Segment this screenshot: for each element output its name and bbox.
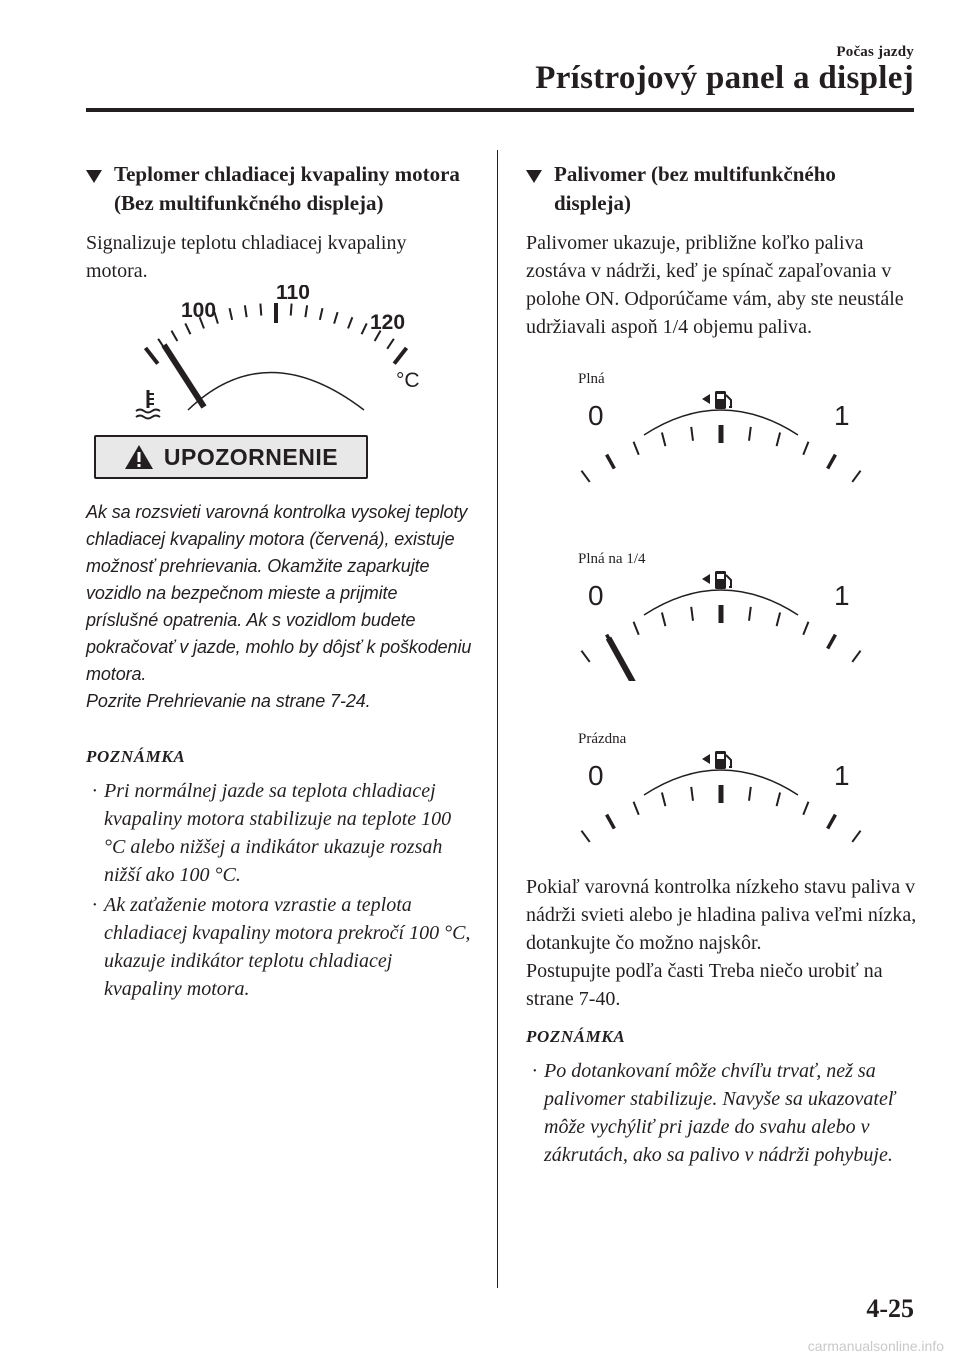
fuel-gauge-tick [749, 607, 751, 621]
section-marker-icon [86, 170, 102, 183]
note-heading-left: POZNÁMKA [86, 747, 186, 766]
watermark: carmanualsonline.info [807, 1338, 944, 1354]
fuel-gauge-tick [803, 442, 808, 455]
section-heading-fuel [526, 160, 918, 218]
fuel-gauge-label: Prázdna [578, 731, 627, 747]
section-heading-text: Palivomer (bez multifunkčného displeja) [554, 162, 836, 215]
temperature-gauge [86, 285, 472, 435]
fuel-gauge-tick [803, 802, 808, 815]
fuel-gauge-tick [828, 635, 836, 649]
fuel-gauge-label: Plná [578, 371, 605, 387]
fuel-gauge-tick [828, 815, 836, 829]
fuel-gauge-tick [852, 471, 860, 482]
note-item: · Pri normálnej jazde sa teplota chladiacej kvapaliny motora stabilizuje na teplote 100 °C alebo nižšej a indikátor ukazuje rozsah nižší ako 100 °C. [92, 780, 452, 886]
caution-body: Ak sa rozsvieti varovná kontrolka vysokej teploty chladiacej kvapaliny motora (červená), existuje možnosť prehrievania. Okamžite zaparkujte vozidlo na bezpečnom mieste a prijmite príslušné opatrenia. Ak s vozidlom budete pokračovať v jazde, mohlo by dôjsť k poškodeniu motora. [86, 502, 472, 684]
temperature-gauge-tick [362, 323, 367, 334]
fuel-gauge-tick [634, 442, 639, 455]
fuel-gauge-tick [749, 787, 751, 801]
fuel-gauge-tick [749, 427, 751, 441]
temperature-gauge-tick [260, 304, 261, 316]
temperature-gauge-tick [348, 317, 352, 328]
fuel-gauge-tick [634, 802, 639, 815]
header-subtitle: Počas jazdy [836, 44, 914, 60]
note-heading-right: POZNÁMKA [526, 1027, 626, 1046]
fuel-gauge-tick [691, 427, 693, 441]
fuel-max-label: 1 [834, 400, 850, 431]
fuel-gauge-tick [662, 793, 666, 807]
fuel-gauge-tick [607, 815, 615, 829]
fuel-gauge-tick [828, 455, 836, 469]
temp-label-110: 110 [276, 285, 310, 304]
fuel-gauge-tick [777, 613, 781, 627]
page-title: Prístrojový panel a displej [535, 60, 914, 96]
fuel-gauge-tick [607, 455, 615, 469]
temperature-gauge-tick [185, 323, 190, 334]
fuel-gauge-tick [581, 471, 589, 482]
fuel-pump-icon [702, 391, 731, 409]
temp-label-100: 100 [181, 299, 217, 322]
fuel-gauge-empty [576, 751, 866, 861]
fuel-gauge-full-block [576, 369, 918, 501]
fuel-max-label: 1 [834, 580, 850, 611]
fuel-gauge-quarter [576, 571, 866, 681]
temperature-gauge-tick [230, 308, 233, 320]
fuel-gauge-full [576, 391, 866, 501]
temperature-gauge-tick [320, 308, 323, 320]
note-list-right [526, 1057, 918, 1169]
temperature-gauge-tick [171, 331, 177, 341]
note-item: · Ak zaťaženie motora vzrastie a teplota chladiacej kvapaliny motora prekročí 100 °C, ukazuje indikátor teplotu chladiacej kvapaliny motora. [92, 894, 471, 1000]
section-heading-text: Teplomer chladiacej kvapaliny motora (Bez multifunkčného displeja) [114, 162, 460, 215]
fuel-gauge-tick [634, 622, 639, 635]
temperature-gauge-tick [305, 305, 307, 317]
fuel-gauge-tick [581, 831, 589, 842]
note-item-text: Ak zaťaženie motora vzrastie a teplota chladiacej kvapaliny motora prekročí 100 °C, ukazuje indikátor teplotu chladiacej kvapaliny motora. [104, 894, 471, 1000]
fuel-gauge-tick [777, 433, 781, 447]
right-column [526, 160, 918, 1171]
page-number: 4-25 [866, 1294, 914, 1323]
fuel-min-label: 0 [588, 400, 604, 431]
temperature-gauge-tick [245, 305, 247, 317]
note-list-left [86, 777, 472, 1003]
fuel-gauge-tick [777, 793, 781, 807]
fuel-gauge-quarter-block [576, 549, 918, 681]
fuel-gauge-tick [691, 787, 693, 801]
caution-reference: Pozrite Prehrievanie na strane 7-24. [86, 691, 371, 711]
coolant-temperature-icon [136, 390, 160, 419]
temperature-gauge-tick [145, 348, 157, 364]
header-rule [86, 108, 914, 112]
fuel-warning-body: Pokiaľ varovná kontrolka nízkeho stavu paliva v nádrži svieti alebo je hladina paliva veľmi nízka, dotankujte čo možno najskôr. [526, 876, 917, 954]
left-column [86, 160, 472, 1005]
caution-text [86, 499, 472, 715]
note-item-text: Po dotankovaní môže chvíľu trvať, než sa palivomer stabilizuje. Navyše sa ukazovateľ môže vychýliť pri jazde do svahu alebo v zákrutách, ako sa palivo v nádrži pohybuje. [544, 1060, 896, 1166]
caution-label: UPOZORNENIE [163, 443, 339, 470]
temperature-intro: Signalizuje teplotu chladiacej kvapaliny motora. [86, 232, 407, 282]
warning-triangle-icon [124, 444, 154, 470]
temp-label-120: 120 [370, 311, 406, 334]
fuel-gauge-needle [609, 638, 637, 681]
fuel-gauge-tick [852, 831, 860, 842]
temperature-gauge-tick [291, 304, 292, 316]
fuel-min-label: 0 [588, 580, 604, 611]
fuel-gauge-tick [691, 607, 693, 621]
section-marker-icon [526, 170, 542, 183]
note-item: · Po dotankovaní môže chvíľu trvať, než sa palivomer stabilizuje. Navyše sa ukazovateľ môže vychýliť pri jazde do svahu alebo v zákrutách, ako sa palivo v nádrži pohybuje. [532, 1060, 896, 1166]
temperature-gauge-arc [188, 373, 364, 411]
fuel-max-label: 1 [834, 760, 850, 791]
fuel-gauge-tick [852, 651, 860, 662]
temperature-gauge-tick [334, 312, 337, 323]
temperature-gauge-tick [387, 339, 394, 349]
temperature-gauge-tick [394, 348, 406, 364]
fuel-pump-icon [702, 571, 731, 589]
fuel-warning-text [526, 873, 918, 1013]
fuel-gauge-tick [803, 622, 808, 635]
caution-box [94, 435, 368, 479]
fuel-gauge-tick [662, 613, 666, 627]
fuel-warning-reference: Postupujte podľa časti Treba niečo urobiť na strane 7-40. [526, 960, 883, 1010]
temperature-gauge-needle [164, 345, 204, 407]
fuel-gauge-tick [581, 651, 589, 662]
fuel-gauge-tick [662, 433, 666, 447]
fuel-gauge-label: Plná na 1/4 [578, 551, 646, 567]
fuel-pump-icon [702, 751, 731, 769]
column-divider [497, 150, 498, 1288]
note-item-text: Pri normálnej jazde sa teplota chladiacej kvapaliny motora stabilizuje na teplote 100 °C alebo nižšej a indikátor ukazuje rozsah nižší ako 100 °C. [104, 780, 452, 886]
temp-unit-label: °C [396, 369, 420, 392]
fuel-gauge-empty-block [576, 729, 918, 861]
fuel-min-label: 0 [588, 760, 604, 791]
section-heading-temperature [86, 160, 472, 218]
fuel-intro: Palivomer ukazuje, približne koľko paliva zostáva v nádrži, keď je spínač zapaľovania v polohe ON. Odporúčame vám, aby ste neustále udržiavali aspoň 1/4 objemu paliva. [526, 232, 904, 338]
